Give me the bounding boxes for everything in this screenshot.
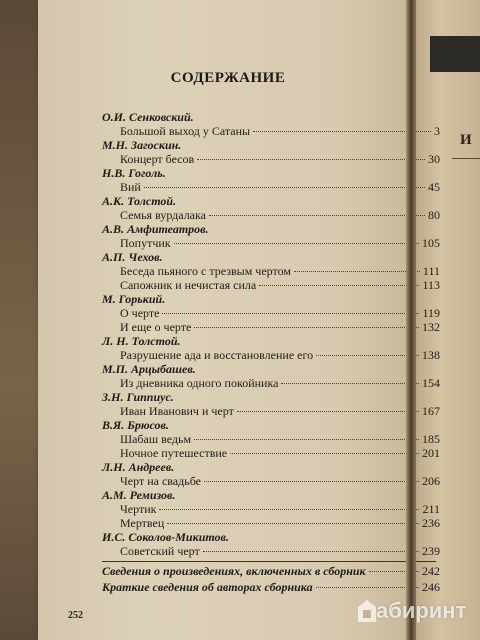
leader-dots [259,285,419,286]
toc-work [120,474,440,489]
page-number: 252 [68,610,83,621]
toc-work [120,348,440,363]
work-page: 45 [428,180,440,194]
toc-work [120,180,440,195]
toc-work [120,404,440,419]
work-title: Черт на свадьбе [120,474,201,488]
toc-work [120,376,440,391]
leader-dots [204,481,419,482]
labirint-logo-icon [356,598,378,624]
appendix-page: 246 [422,580,440,594]
work-title: Концерт бесов [120,152,195,166]
work-title: Чертик [120,502,157,516]
toc-work [120,432,440,447]
work-page: 206 [422,474,440,488]
toc-work [120,208,440,223]
work-page: 111 [422,264,440,278]
section-divider [102,561,436,562]
leader-dots [281,383,419,384]
toc-work [120,320,440,335]
toc-author: А.М. Ремизов. [102,488,176,502]
work-page: 132 [422,320,440,334]
work-title: Шабаш ведьм [120,432,192,446]
leader-dots [203,551,419,552]
leader-dots [162,313,419,314]
toc-author: И.С. Соколов-Микитов. [102,530,229,544]
toc-author: М.П. Арцыбашев. [102,362,196,376]
work-title: Из дневника одного покойника [120,376,279,390]
appendix-entry [102,580,440,595]
work-title: Беседа пьяного с трезвым чертом [120,264,291,278]
page-title: СОДЕРЖАНИЕ [170,70,286,86]
work-page: 201 [422,446,440,460]
work-title: Иван Иванович и черт [120,404,234,418]
leader-dots [159,509,419,510]
work-title: Мертвец [120,516,165,530]
work-page: 167 [422,404,440,418]
toc-author: Л.Н. Андреев. [102,460,175,474]
work-page: 236 [422,516,440,530]
leader-dots [167,523,419,524]
work-title: Советский черт [120,544,200,558]
work-title: Сапожник и нечистая сила [120,278,257,292]
toc-work [120,544,440,559]
appendix-entry [102,564,440,579]
leader-dots [197,159,425,160]
toc-author: А.П. Чехов. [102,250,163,264]
leader-dots [316,587,419,588]
work-page: 154 [422,376,440,390]
work-title: Разрушение ада и восстановление его [120,348,314,362]
leader-dots [144,187,425,188]
leader-dots [294,271,420,272]
work-page: 138 [422,348,440,362]
toc-work [120,278,440,293]
toc-author: М.Н. Загоскин. [102,138,182,152]
watermark-text: абиринт [376,598,467,623]
work-page: 119 [422,306,440,320]
facing-page-rule [452,158,480,159]
toc-author: О.И. Сенковский. [102,110,194,124]
toc-work [120,516,440,531]
toc-work [120,124,440,139]
appendix-page: 242 [422,564,440,578]
work-page: 211 [422,502,440,516]
leader-dots [194,327,419,328]
leader-dots [237,411,419,412]
facing-page-letter: И [460,132,472,148]
leader-dots [174,243,419,244]
work-page: 3 [434,124,440,138]
toc-author: В.Я. Брюсов. [102,418,169,432]
work-page: 30 [428,152,440,166]
book-spine [406,0,416,640]
work-page: 80 [428,208,440,222]
toc-work [120,264,440,279]
appendix-title: Сведения о произведениях, включенных в сборник [102,564,366,578]
leader-dots [230,453,419,454]
work-title: Вий [120,180,141,194]
appendix-title: Краткие сведения об авторах сборника [102,580,313,594]
work-page: 113 [422,278,440,292]
toc-author: Л. Н. Толстой. [102,334,181,348]
work-title: Ночное путешествие [120,446,228,460]
work-page: 105 [422,236,440,250]
toc-author: М. Горький. [102,292,166,306]
toc-author: З.Н. Гиппиус. [102,390,174,404]
leader-dots [209,215,425,216]
facing-page-band [430,36,480,72]
work-page: 239 [422,544,440,558]
work-title: Семья вурдалака [120,208,206,222]
toc-author: А.В. Амфитеатров. [102,222,209,236]
leader-dots [316,355,419,356]
work-title: О черте [120,306,160,320]
work-title: Попутчик [120,236,171,250]
work-title: И еще о черте [120,320,192,334]
leader-dots [253,131,431,132]
toc-author: А.К. Толстой. [102,194,177,208]
work-title: Большой выход у Сатаны [120,124,251,138]
toc-work [120,152,440,167]
toc-author: Н.В. Гоголь. [102,166,166,180]
leader-dots [194,439,419,440]
toc-work [120,236,440,251]
toc-work [120,502,440,517]
toc-work [120,306,440,321]
toc-work [120,446,440,461]
work-page: 185 [422,432,440,446]
